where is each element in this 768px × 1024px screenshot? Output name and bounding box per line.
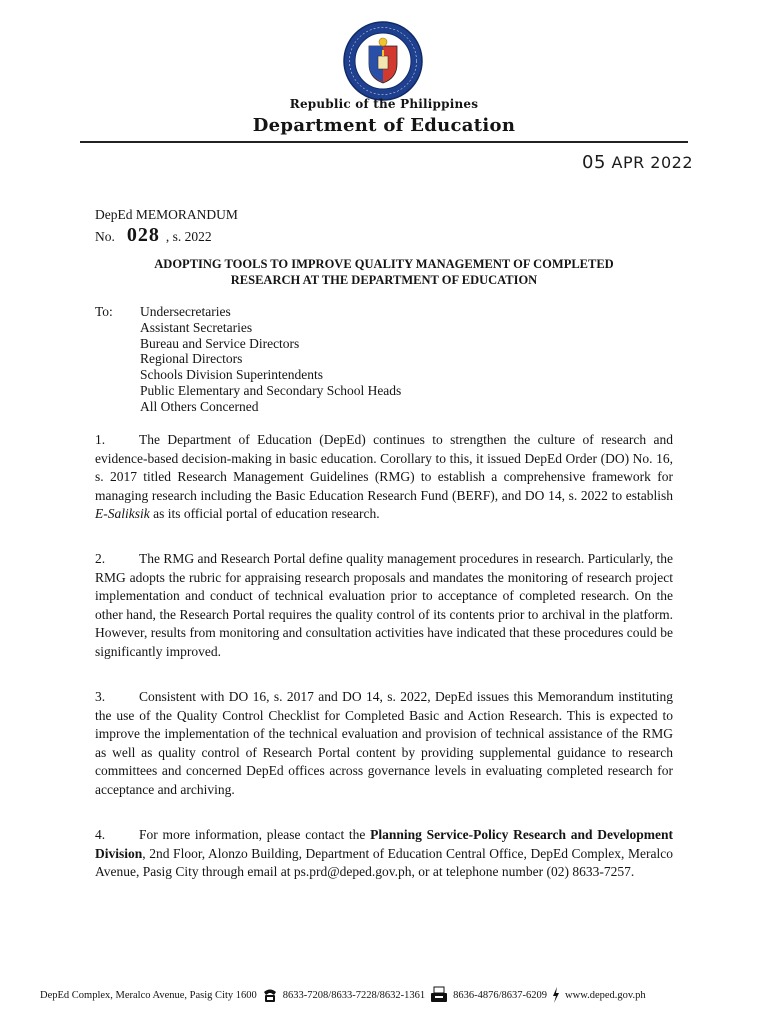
memo-title bbox=[95, 256, 673, 288]
paragraph-number: 3. bbox=[95, 689, 106, 704]
recipient-list bbox=[140, 304, 401, 415]
footer-address: DepEd Complex, Meralco Avenue, Pasig City 1600 bbox=[40, 989, 257, 1001]
paragraph-text: The RMG and Research Portal define quality management procedures in research. Particularly, the RMG adopts the rubric for appraising research proposals and mandates the monitoring of research project implementation and conduct of technical evaluation prior to acceptance of completed research. On the other hand, the Research Portal requires the quality control of its contents prior to archival in the platform. However, results from monitoring and consultation activities have indicated that these procedures could be significantly improved. bbox=[95, 551, 673, 659]
recipient-item: Assistant Secretaries bbox=[140, 319, 253, 335]
deped-seal bbox=[342, 20, 424, 102]
header-divider bbox=[80, 141, 688, 143]
recipient-item: Bureau and Service Directors bbox=[140, 335, 300, 351]
paragraph-2 bbox=[95, 550, 673, 662]
footer-fax: 8636-4876/8637-6209 bbox=[453, 989, 548, 1001]
e-saliksik-term: E-Saliksik bbox=[95, 506, 150, 522]
paragraph-text: The Department of Education (DepEd) continues to strengthen the culture of research and evidence-based decision-making in basic education. Corollary to this, it issued DepEd Order (DO) No. 16, s. 2017 titled Research Management Guidelines (RMG) to establish a comprehensive framework for managing research including the Basic Education Research Fund (BERF), and DO 14, s. 2022 to establish bbox=[95, 432, 673, 503]
memo-number-line bbox=[95, 224, 212, 247]
phone-icon bbox=[261, 986, 279, 1004]
paragraph-number: 4. bbox=[95, 827, 106, 842]
memo-series: , s. 2022 bbox=[165, 229, 212, 244]
date-day: 05 bbox=[582, 152, 606, 173]
republic-heading: Republic of the Philippines bbox=[289, 97, 479, 111]
paragraph-1 bbox=[95, 431, 673, 524]
fax-icon bbox=[429, 986, 449, 1004]
paragraph-text: as its official portal of education research. bbox=[149, 506, 380, 522]
recipient-item: Undersecretaries bbox=[140, 304, 231, 319]
footer bbox=[40, 985, 740, 1005]
recipient-item: Schools Division Superintendents bbox=[140, 367, 323, 383]
footer-phones: 8633-7208/8633-7228/8632-1361 bbox=[282, 989, 426, 1001]
title-line-2: RESEARCH AT THE DEPARTMENT OF EDUCATION bbox=[230, 273, 538, 287]
paragraph-4 bbox=[95, 826, 673, 882]
memo-label: DepEd MEMORANDUM bbox=[95, 207, 238, 222]
recipient-item: All Others Concerned bbox=[140, 398, 259, 414]
division-name: Planning Service-Policy Research and Development Division bbox=[95, 827, 673, 861]
memo-no-label: No. bbox=[95, 229, 115, 244]
paragraph-number: 2. bbox=[95, 551, 106, 566]
recipient-item: Regional Directors bbox=[140, 351, 243, 367]
footer-website[interactable]: www.deped.gov.ph bbox=[565, 989, 646, 1001]
title-line-1: ADOPTING TOOLS TO IMPROVE QUALITY MANAGEMENT OF COMPLETED bbox=[154, 257, 614, 271]
memo-number: 028 bbox=[126, 224, 160, 246]
to-label: To: bbox=[95, 304, 113, 319]
department-heading: Department of Education bbox=[252, 115, 516, 136]
memo-date bbox=[582, 152, 693, 173]
paragraph-text: Consistent with DO 16, s. 2017 and DO 14, s. 2022, DepEd issues this Memorandum instituting the use of the Quality Control Checklist for Completed Basic and Action Research. This is expected to improve the implementation of the technical evaluation and provision of technical assistance of the RMG as well as quality control of Research Portal content by providing supplemental guidance to research committees and concerned DepEd offices across governance levels in evaluating completed research for acceptance and archiving. bbox=[95, 689, 673, 797]
paragraph-3 bbox=[95, 688, 673, 800]
paragraph-number: 1. bbox=[95, 432, 106, 447]
paragraph-text: For more information, please contact the bbox=[139, 827, 371, 842]
paragraph-text: , 2nd Floor, Alonzo Building, Department of Education Central Office, DepEd Complex, Meralco Avenue, Pasig City through email at ps.prd@deped.gov.ph, or at telephone number (02) 8633-7257. bbox=[95, 845, 673, 880]
recipient-item: Public Elementary and Secondary School Heads bbox=[140, 382, 402, 398]
web-icon bbox=[551, 986, 561, 1004]
date-month-year: APR 2022 bbox=[611, 153, 694, 172]
